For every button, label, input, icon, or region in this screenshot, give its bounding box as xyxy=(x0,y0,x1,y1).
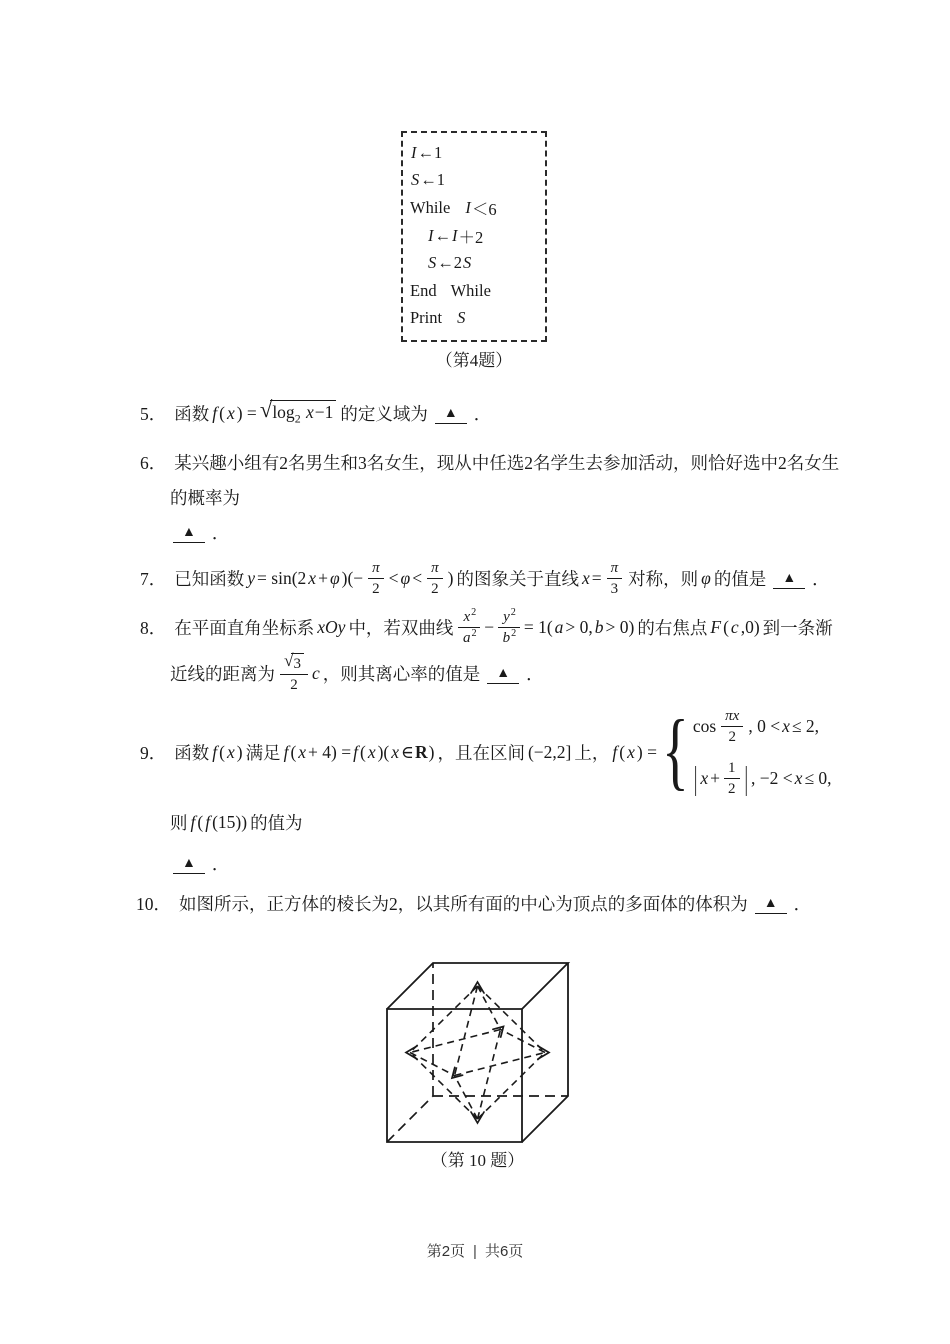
math-var: S xyxy=(463,253,472,273)
code-text: ←1 xyxy=(420,170,445,190)
figure10-caption: （第 10 题） xyxy=(430,1151,525,1170)
question-number: 10． xyxy=(136,893,171,914)
footer-separator: | xyxy=(473,1243,477,1260)
blank-triangle: ▲ xyxy=(182,855,196,871)
keyword: Print xyxy=(410,308,443,328)
piecewise-row-1 xyxy=(692,707,833,746)
math-run: ( xyxy=(619,741,626,762)
question-number: 7． xyxy=(140,568,167,589)
radical xyxy=(284,650,304,673)
code-text: ← xyxy=(434,225,451,245)
blank-triangle: ▲ xyxy=(782,570,797,586)
text-run: 近线的距离为 xyxy=(170,663,275,684)
text-run: 已知函数 xyxy=(174,568,245,589)
abs-bar: | xyxy=(744,758,749,797)
footer-total-pages: 共6页 xyxy=(484,1243,524,1260)
math-var: x xyxy=(306,402,314,423)
math-run: ) = xyxy=(636,741,657,762)
math-var: x xyxy=(226,741,235,762)
math-var: x xyxy=(463,608,471,625)
math-var: x xyxy=(700,767,709,788)
math-var: y xyxy=(503,608,510,625)
page-footer xyxy=(0,1240,950,1261)
fraction xyxy=(367,559,385,598)
math-var: c xyxy=(311,662,320,683)
text-run: 中，若双曲线 xyxy=(348,617,454,638)
question-8-line2 xyxy=(168,646,546,700)
answer-blank xyxy=(487,663,519,684)
math-var: x xyxy=(367,741,376,762)
math-var: x xyxy=(298,741,307,762)
math-var: a xyxy=(463,629,471,646)
footer-page-number: 第2页 xyxy=(426,1243,466,1260)
question-9-line2 xyxy=(168,808,305,836)
answer-blank xyxy=(773,568,805,589)
piecewise-rows xyxy=(692,707,833,798)
text-run: 的定义域为 xyxy=(340,403,428,424)
answer-blank xyxy=(755,893,787,914)
text-run: 的值为 xyxy=(250,812,303,833)
pseudocode-line xyxy=(410,167,540,195)
math-var: x xyxy=(581,567,590,588)
question-9-answer xyxy=(168,849,231,877)
keyword: While xyxy=(450,280,491,300)
math-var: S xyxy=(457,308,466,328)
math-run: < xyxy=(412,567,423,588)
superscript: 2 xyxy=(511,627,517,639)
math-var: x xyxy=(308,567,317,588)
text-run: ． xyxy=(211,522,230,543)
abs-bar: | xyxy=(693,758,698,797)
math-run: = 1( xyxy=(523,616,553,637)
text-run: ． xyxy=(526,663,544,684)
math-var: S xyxy=(428,253,437,273)
radical-sign: √ xyxy=(284,650,294,670)
fraction-numerator: π xyxy=(607,559,623,579)
fraction-numerator xyxy=(498,608,520,628)
math-run: (15)) xyxy=(212,811,248,832)
keyword: While xyxy=(410,197,451,217)
math-run: , −2 < xyxy=(751,767,793,788)
fraction-numerator: π xyxy=(368,559,384,579)
math-run: ) xyxy=(447,567,454,588)
fraction-denominator: 2 xyxy=(372,580,380,597)
math-var: φ xyxy=(400,567,411,588)
math-var: f xyxy=(283,741,289,762)
math-run: ( xyxy=(197,811,204,832)
fraction-denominator: 2 xyxy=(290,676,298,693)
fraction xyxy=(458,608,480,647)
math-run: (−2,2] xyxy=(527,741,572,762)
pseudocode-line xyxy=(410,194,540,222)
math-run: > 0) xyxy=(605,616,635,637)
math-run: ( xyxy=(219,402,225,423)
math-var: f xyxy=(190,811,196,832)
math-var: f xyxy=(612,741,618,762)
fraction-denominator: 2 xyxy=(728,728,737,745)
question-10 xyxy=(136,889,813,917)
math-var: φ xyxy=(329,567,340,588)
math-run: )( xyxy=(377,741,390,762)
code-text: ←1 xyxy=(417,142,443,162)
fraction-numerator xyxy=(280,650,308,675)
answer-blank xyxy=(173,522,205,543)
question-number: 5． xyxy=(140,403,167,424)
pseudocode-line xyxy=(410,222,540,250)
text-run: 函数 xyxy=(174,403,210,424)
question-9 xyxy=(140,703,833,801)
answer-blank xyxy=(435,403,467,424)
math-run: ) = xyxy=(236,402,257,423)
question-number: 6． xyxy=(140,452,167,473)
math-var: c xyxy=(730,616,739,637)
text-run: 的右焦点 xyxy=(637,617,708,638)
text-run: 则 xyxy=(170,812,188,833)
math-run: , 0 < xyxy=(748,715,781,736)
arrow-front xyxy=(452,1067,463,1078)
math-var: f xyxy=(205,811,211,832)
fraction-numerator: πx xyxy=(721,707,743,727)
text-run: 上， xyxy=(574,742,610,763)
question-7 xyxy=(140,551,832,605)
question-number: 8． xyxy=(140,617,167,638)
math-var: y xyxy=(247,567,256,588)
pseudocode-figure xyxy=(401,131,547,371)
pseudocode-line xyxy=(410,305,540,333)
math-var: a xyxy=(554,616,564,637)
pseudocode-line xyxy=(410,249,540,277)
math-var: f xyxy=(353,741,358,762)
math-run: )(− xyxy=(341,567,364,588)
superscript: 2 xyxy=(471,606,477,618)
math-run: ) xyxy=(428,741,435,762)
fraction xyxy=(724,759,740,798)
superscript: 2 xyxy=(471,627,477,639)
code-text: ←2 xyxy=(437,253,462,273)
question-6-answer xyxy=(168,518,231,546)
question-6-line2 xyxy=(168,484,242,510)
fraction xyxy=(280,650,308,694)
math-run: ( xyxy=(360,741,366,762)
math-run: −1 xyxy=(314,402,334,423)
math-var: I xyxy=(428,225,434,245)
math-run: ,0) xyxy=(740,616,760,637)
radical-body: 3 xyxy=(291,653,304,673)
text-run: 对称，则 xyxy=(628,568,699,589)
math-run: ( xyxy=(219,741,225,762)
fraction xyxy=(606,559,624,598)
math-var: I xyxy=(465,197,471,217)
text-run: ． xyxy=(211,853,230,874)
math-run: = sin(2 xyxy=(257,567,307,588)
math-run: < xyxy=(388,567,399,588)
blank-triangle: ▲ xyxy=(763,895,778,911)
math-var: x xyxy=(627,741,635,762)
math-var: b xyxy=(594,616,604,637)
math-run: = xyxy=(591,567,602,588)
fraction xyxy=(498,608,520,647)
text-run: 如图所示，正方体的棱长为2，以其所有面的中心为顶点的多面体的体积为 xyxy=(179,893,748,914)
fraction xyxy=(720,707,744,746)
math-var: S xyxy=(411,170,420,190)
radical xyxy=(259,397,337,426)
text-run: 某兴趣小组有2名男生和3名女生，现从中任选2名学生去参加活动，则恰好选中2名女生 xyxy=(174,452,840,473)
subscript: 2 xyxy=(294,411,301,426)
math-var: I xyxy=(452,225,458,245)
math-bold-R: R xyxy=(415,741,428,762)
text-run: ，且在区间 xyxy=(437,742,525,763)
text-run: 的概率为 xyxy=(170,487,240,508)
blank-triangle: ▲ xyxy=(443,405,458,421)
question-number: 9． xyxy=(140,742,167,763)
text-run: ． xyxy=(473,403,492,424)
blank-triangle: ▲ xyxy=(182,524,196,540)
math-var: xOy xyxy=(317,616,346,637)
answer-blank xyxy=(173,853,205,874)
superscript: 2 xyxy=(510,606,516,618)
text-run: ． xyxy=(793,893,812,914)
radical-body xyxy=(270,400,336,425)
fraction-denominator xyxy=(462,628,477,647)
question-6 xyxy=(140,449,841,475)
element-of-symbol: ∈ xyxy=(401,741,415,762)
fraction-denominator: 2 xyxy=(431,580,439,597)
math-var: x xyxy=(226,402,235,423)
math-var: x xyxy=(391,741,400,762)
text-run: 函数 xyxy=(174,742,210,763)
math-var: b xyxy=(502,629,511,646)
fraction-denominator xyxy=(502,628,517,647)
math-var: x xyxy=(794,767,803,788)
pseudocode-caption: （第4题） xyxy=(435,351,513,371)
text-run: 满足 xyxy=(245,742,281,763)
question-5 xyxy=(140,394,493,432)
math-run: ( xyxy=(723,616,729,637)
piecewise-brace: { xyxy=(661,703,689,800)
piecewise-row-2 xyxy=(692,759,833,798)
text-run: ． xyxy=(812,568,830,589)
fraction-denominator: 3 xyxy=(610,580,619,597)
math-run: ) xyxy=(236,741,243,762)
text-run: 的值是 xyxy=(713,568,767,589)
cube-hidden-edge xyxy=(387,1096,433,1142)
keyword: End xyxy=(410,280,437,300)
piecewise-function xyxy=(661,703,833,800)
math-var: x xyxy=(782,715,790,736)
math-run: + xyxy=(318,567,328,588)
pseudocode-box xyxy=(401,131,547,342)
text-run: ，则其离心率的值是 xyxy=(322,663,481,684)
code-text: ＋2 xyxy=(458,227,484,247)
math-var: I xyxy=(411,142,417,162)
fraction-numerator xyxy=(458,608,480,628)
math-var: φ xyxy=(701,567,711,588)
math-run: ≤ 2, xyxy=(791,715,819,736)
math-run: log xyxy=(272,402,295,423)
math-run: − xyxy=(484,616,495,637)
math-run: + 4) = xyxy=(308,741,352,762)
math-run: ≤ 0, xyxy=(804,767,832,788)
text-run: 的图象关于直线 xyxy=(456,568,579,589)
fraction-numerator: π xyxy=(427,559,443,579)
math-run: + xyxy=(710,767,721,788)
math-run: cos xyxy=(692,715,717,736)
radical-sign: √ xyxy=(259,397,273,423)
text-run: 在平面直角坐标系 xyxy=(174,617,315,638)
text-run: 到一条渐 xyxy=(762,617,833,638)
fraction xyxy=(426,559,444,598)
cube-octahedron-figure xyxy=(370,948,585,1148)
math-var: F xyxy=(710,616,722,637)
math-var: f xyxy=(212,741,218,762)
math-run: ( xyxy=(290,741,297,762)
math-var: f xyxy=(212,402,218,423)
math-run: > 0, xyxy=(565,616,593,637)
pseudocode-line xyxy=(410,139,540,167)
pseudocode-line xyxy=(410,277,540,305)
fraction-numerator: 1 xyxy=(724,759,740,779)
fraction-denominator: 2 xyxy=(728,780,736,797)
blank-triangle: ▲ xyxy=(496,665,511,681)
code-text: ＜6 xyxy=(471,199,497,219)
